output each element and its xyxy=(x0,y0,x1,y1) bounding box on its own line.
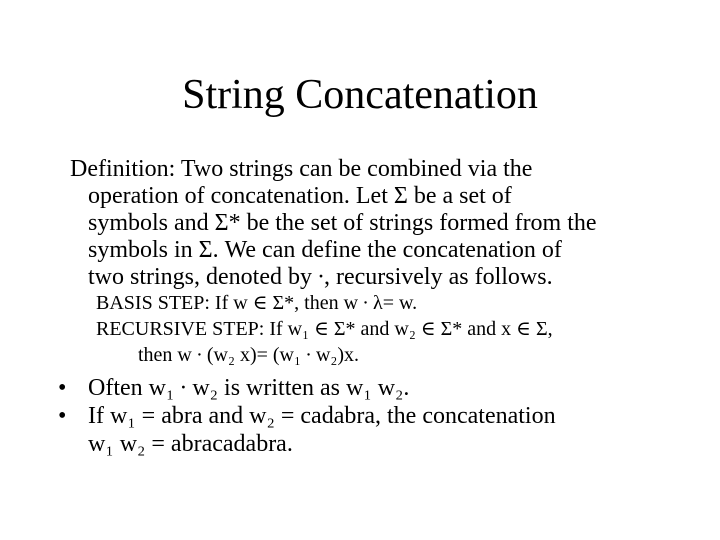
definition-line: symbols in Σ. We can define the concatenation of xyxy=(88,237,562,263)
slide-title: String Concatenation xyxy=(182,72,538,118)
recursive-definition-steps xyxy=(96,290,696,368)
definition-block xyxy=(70,156,670,291)
definition-line: operation of concatenation. Let Σ be a set of xyxy=(88,183,512,209)
recursive-step-continuation: then w ∙ (w₂ x)= (w₁ ∙ w₂)x. xyxy=(138,344,360,366)
bullet-text: Often w₁ ∙ w₂ is written as w₁ w₂. xyxy=(88,375,410,401)
basis-step: BASIS STEP: If w ∈ Σ*, then w ∙ λ= w. xyxy=(96,292,418,314)
bullet-list xyxy=(58,374,698,458)
definition-line: two strings, denoted by ∙, recursively as follows. xyxy=(88,264,553,290)
bullet-text: w₁ w₂ = abracadabra. xyxy=(88,431,293,457)
recursive-step: RECURSIVE STEP: If w₁ ∈ Σ* and w₂ ∈ Σ* and x ∈ Σ, xyxy=(96,318,553,340)
bullet-item xyxy=(58,402,698,430)
bullet-text: If w₁ = abra and w₂ = cadabra, the concatenation xyxy=(88,403,556,429)
definition-line: Definition: Two strings can be combined via the xyxy=(70,156,533,182)
bullet-icon: • xyxy=(58,375,67,401)
definition-line: symbols and Σ* be the set of strings formed from the xyxy=(88,210,597,236)
bullet-item xyxy=(58,374,698,402)
bullet-continuation xyxy=(58,430,698,458)
bullet-icon: • xyxy=(58,403,67,429)
